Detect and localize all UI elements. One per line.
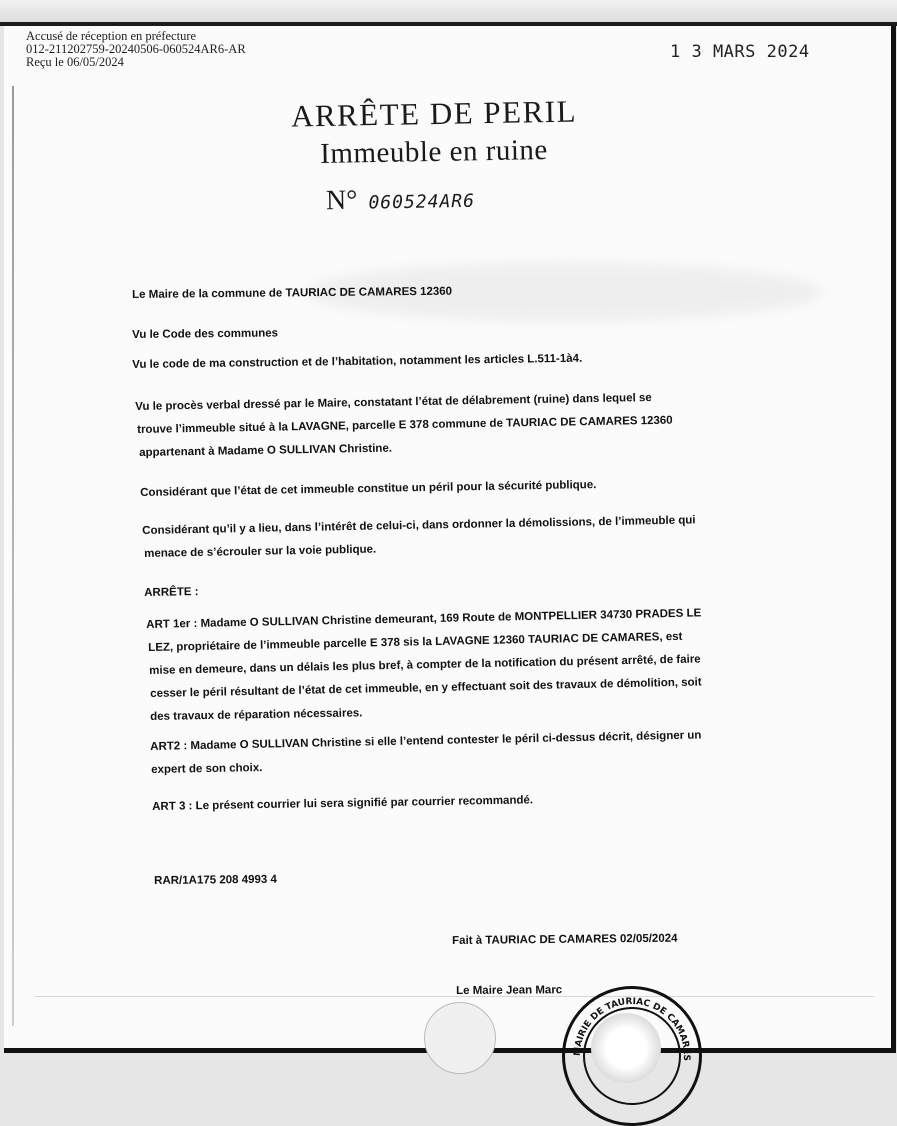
seal-inscription: MAIRIE DE TAURIAC DE CAMARES: [572, 996, 692, 1062]
receipt-line-1: Accusé de réception en préfecture: [26, 29, 197, 43]
seal-center-blot: [591, 1013, 661, 1083]
vu-proces-verbal-2: trouve l’immeuble situé à la LAVAGNE, parcelle E 378 commune de TAURIAC DE CAMARES 12360: [137, 414, 673, 436]
vu-proces-verbal-3: appartenant à Madame O SULLIVAN Christine.: [139, 442, 393, 459]
document-subtitle: Immeuble en ruine: [319, 134, 549, 170]
decree-number-prefix: N°: [325, 184, 358, 217]
art1-line1: ART 1er : Madame O SULLIVAN Christine demeurant, 169 Route de MONTPELLIER 34730 PRADES LE: [146, 607, 702, 631]
fait-a-line: Fait à TAURIAC DE CAMARES 02/05/2024: [452, 932, 678, 947]
paper-stain: [424, 1002, 496, 1074]
mayor-signature-line: Le Maire Jean Marc: [456, 984, 563, 997]
considerant-2a: Considérant qu’il y a lieu, dans l’intérêt de celui-ci, dans ordonner la démolissions, de l’immeuble qui: [142, 514, 696, 537]
art2-line2: expert de son choix.: [151, 762, 263, 776]
decree-number-handwritten: 060524AR6: [368, 190, 476, 214]
prefecture-receipt-block: [26, 30, 246, 69]
vu-code-construction: Vu le code de ma construction et de l’habitation, notamment les articles L.511-1à4.: [132, 352, 583, 371]
vu-proces-verbal-1: Vu le procès verbal dressé par le Maire, constatant l’état de délabrement (ruine) dans lequel se: [135, 391, 652, 413]
art1-line3: mise en demeure, dans un délais les plus bref, à compter de la notification du présent arrêté, de faire: [149, 653, 701, 677]
mayor-line: Le Maire de la commune de TAURIAC DE CAMARES 12360: [132, 285, 453, 301]
page-fold-line: [34, 996, 874, 997]
art1-line4: cesser le péril résultant de l’état de cet immeuble, en y effectuant soit des travaux de démolition, soit: [150, 676, 702, 700]
considerant-1: Considérant que l’état de cet immeuble constitue un péril pour la sécurité publique.: [140, 479, 597, 499]
decree-number: [326, 183, 476, 218]
document-title: ARRÊTE DE PERIL: [290, 93, 578, 134]
art2-line1: ART2 : Madame O SULLIVAN Christine si elle l’entend contester le péril ci-dessus décrit, désigner un: [150, 729, 702, 753]
arrete-heading: ARRÊTE :: [144, 586, 199, 599]
page-left-edge: [12, 86, 14, 1026]
art3: ART 3 : Le présent courrier lui sera signifié par courrier recommandé.: [152, 794, 534, 813]
date-stamp: 1 3 MARS 2024: [670, 42, 810, 62]
viewer-top-bar: [0, 0, 897, 26]
art1-line2: LEZ, propriétaire de l’immeuble parcelle E 378 sis la LAVAGNE 12360 TAURIAC DE CAMARES, est: [148, 630, 683, 654]
rar-reference: RAR/1A175 208 4993 4: [154, 873, 277, 887]
receipt-line-3: Reçu le 06/05/2024: [26, 55, 124, 69]
receipt-line-2: 012-211202759-20240506-060524AR6-AR: [26, 42, 246, 56]
considerant-2b: menace de s’écrouler sur la voie publique.: [144, 543, 377, 560]
mairie-seal-stamp: [562, 986, 702, 1126]
art1-line5: des travaux de réparation nécessaires.: [150, 707, 363, 723]
scanned-document-page: [4, 26, 896, 1062]
vu-code-communes: Vu le Code des communes: [132, 327, 279, 341]
